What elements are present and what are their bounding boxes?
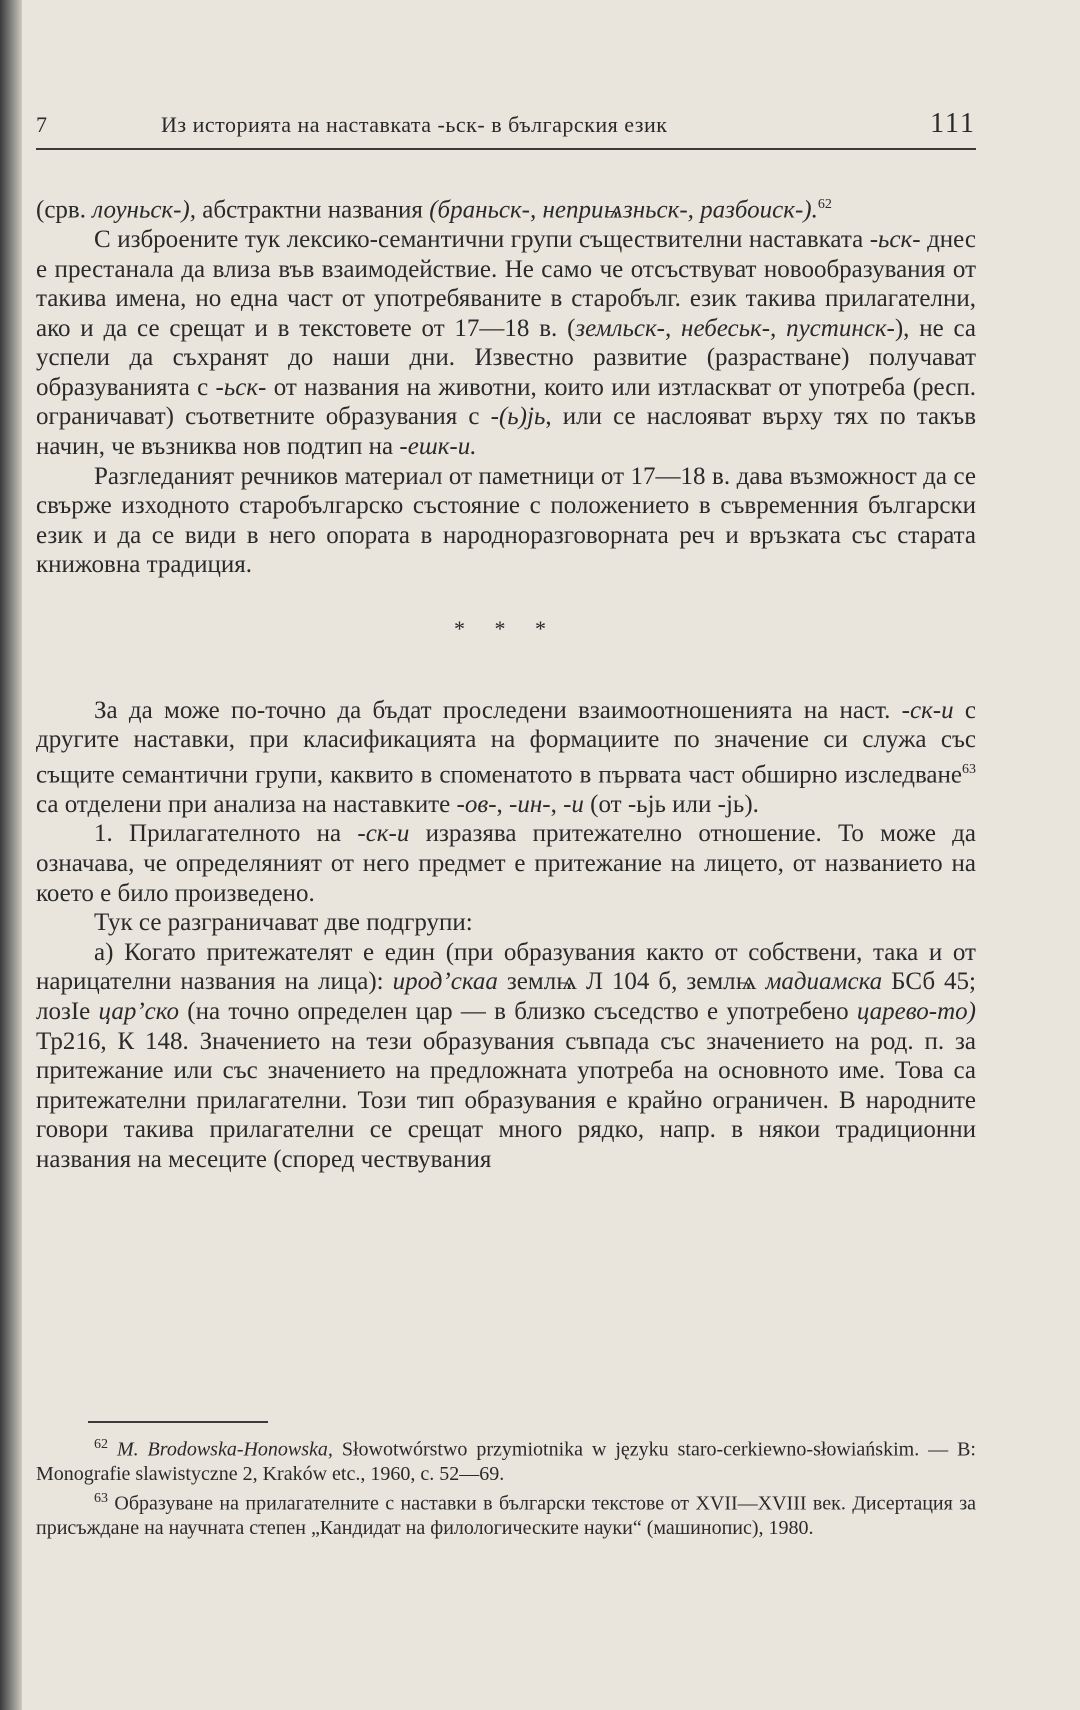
footnotes	[36, 1433, 976, 1540]
book-spine-shadow	[0, 0, 22, 1710]
footnote-63: $^{63}$ Образуване на прилагателните с наставки в български текстове от XVII—XVIII век. Дисертация за присъждане на научната степен „Кандидат на филологическите науки“ (машинопис), 1980.	[36, 1490, 976, 1539]
paragraph-7: а) Когато притежателят е един (при образувания както от собствени, така и от нарицателни названия на лица): ирод’скаа землѩ Л 104 б, землѩ мадиамска БСб 45; лозІе цар’ско (на точно определен цар — в близко съседство е употребено царево-то) Тр216, К 148. Значението на тези образувания съвпада със значението на род. п. за притежание или със значението на предложната употреба на основното име. Това са притежателни прилагателни. Този тип образувания е крайно ограничен. В народните говори такива прилагателни се срещат много рядко, напр. в някои традиционни названия на месеците (според чествувания	[36, 938, 977, 1173]
paragraph-5: 1. Прилагателното на -ск-и изразява притежателно отношение. То може да означава, че определяният от него предмет е притежание на лицето, от названието на което е било произведено.	[36, 820, 977, 907]
section-number: 7	[36, 112, 47, 137]
paragraph-4: За да може по-точно да бъдат проследени взаимоотношенията на наст. -ск-и с другите наставки, при класификацията на формациите по значение си служа със същите семантични групи, каквито в споменатото в първата част обширно изследване$^{63}$ са отделени при анализа на наставките -ов-, -ин-, -и (от -ьјь или -јь).	[36, 696, 976, 818]
paragraph-3: Разгледаният речников материал от паметници от 17—18 в. дава възможност да се свърже изходното старобългарско състояние с положението в съвременния български език и да се види в него опората в народноразговорната реч и връзката със старата книжовна традиция.	[36, 462, 976, 579]
footnote-rule	[88, 1421, 268, 1423]
paragraph-1: (срв. лоуньск-), абстрактни названия (браньск-, неприѩзньск-, разбоиск-).$^{62}$	[36, 196, 832, 224]
header-rule	[36, 148, 976, 150]
footnote-62: $^{62}$ M. Brodowska-Honowska, Słowotwórstwo przymiotnika w języku staro-cerkiewno-słowiańskim. — В: Monografie slawistyczne 2, Kraków etc., 1960, с. 52—69.	[36, 1437, 976, 1486]
page-number: 111	[930, 108, 976, 139]
book-page	[36, 0, 1046, 1710]
paragraph-6: Тук се разграничават две подгрупи:	[94, 909, 473, 937]
running-header	[36, 108, 976, 148]
main-text	[36, 190, 976, 1174]
section-divider-stars: * * *	[454, 616, 558, 642]
paragraph-2: С изброените тук лексико-семантични групи съществителни наставката -ьск- днес е престанала да влиза във взаимодействие. Не само че отсъствуват новообразувания от такива имена, но една част от употребяваните в старобълг. език такива прилагателни, ако и да се срещат и в текстовете от 17—18 в. (земльск-, небеськ-, пустинск-), не са успели да съхранят до наши дни. Известно развитие (разрастване) получават образуванията с -ьск- от названия на животни, които или изтласкват от употреба (респ. ограничават) съответните образувания с -(ь)јь, или се наслояват върху тях по такъв начин, че възниква нов подтип на -ешк-и.	[36, 225, 977, 461]
running-title: Из историята на наставката -ьск- в българския език	[161, 112, 668, 137]
